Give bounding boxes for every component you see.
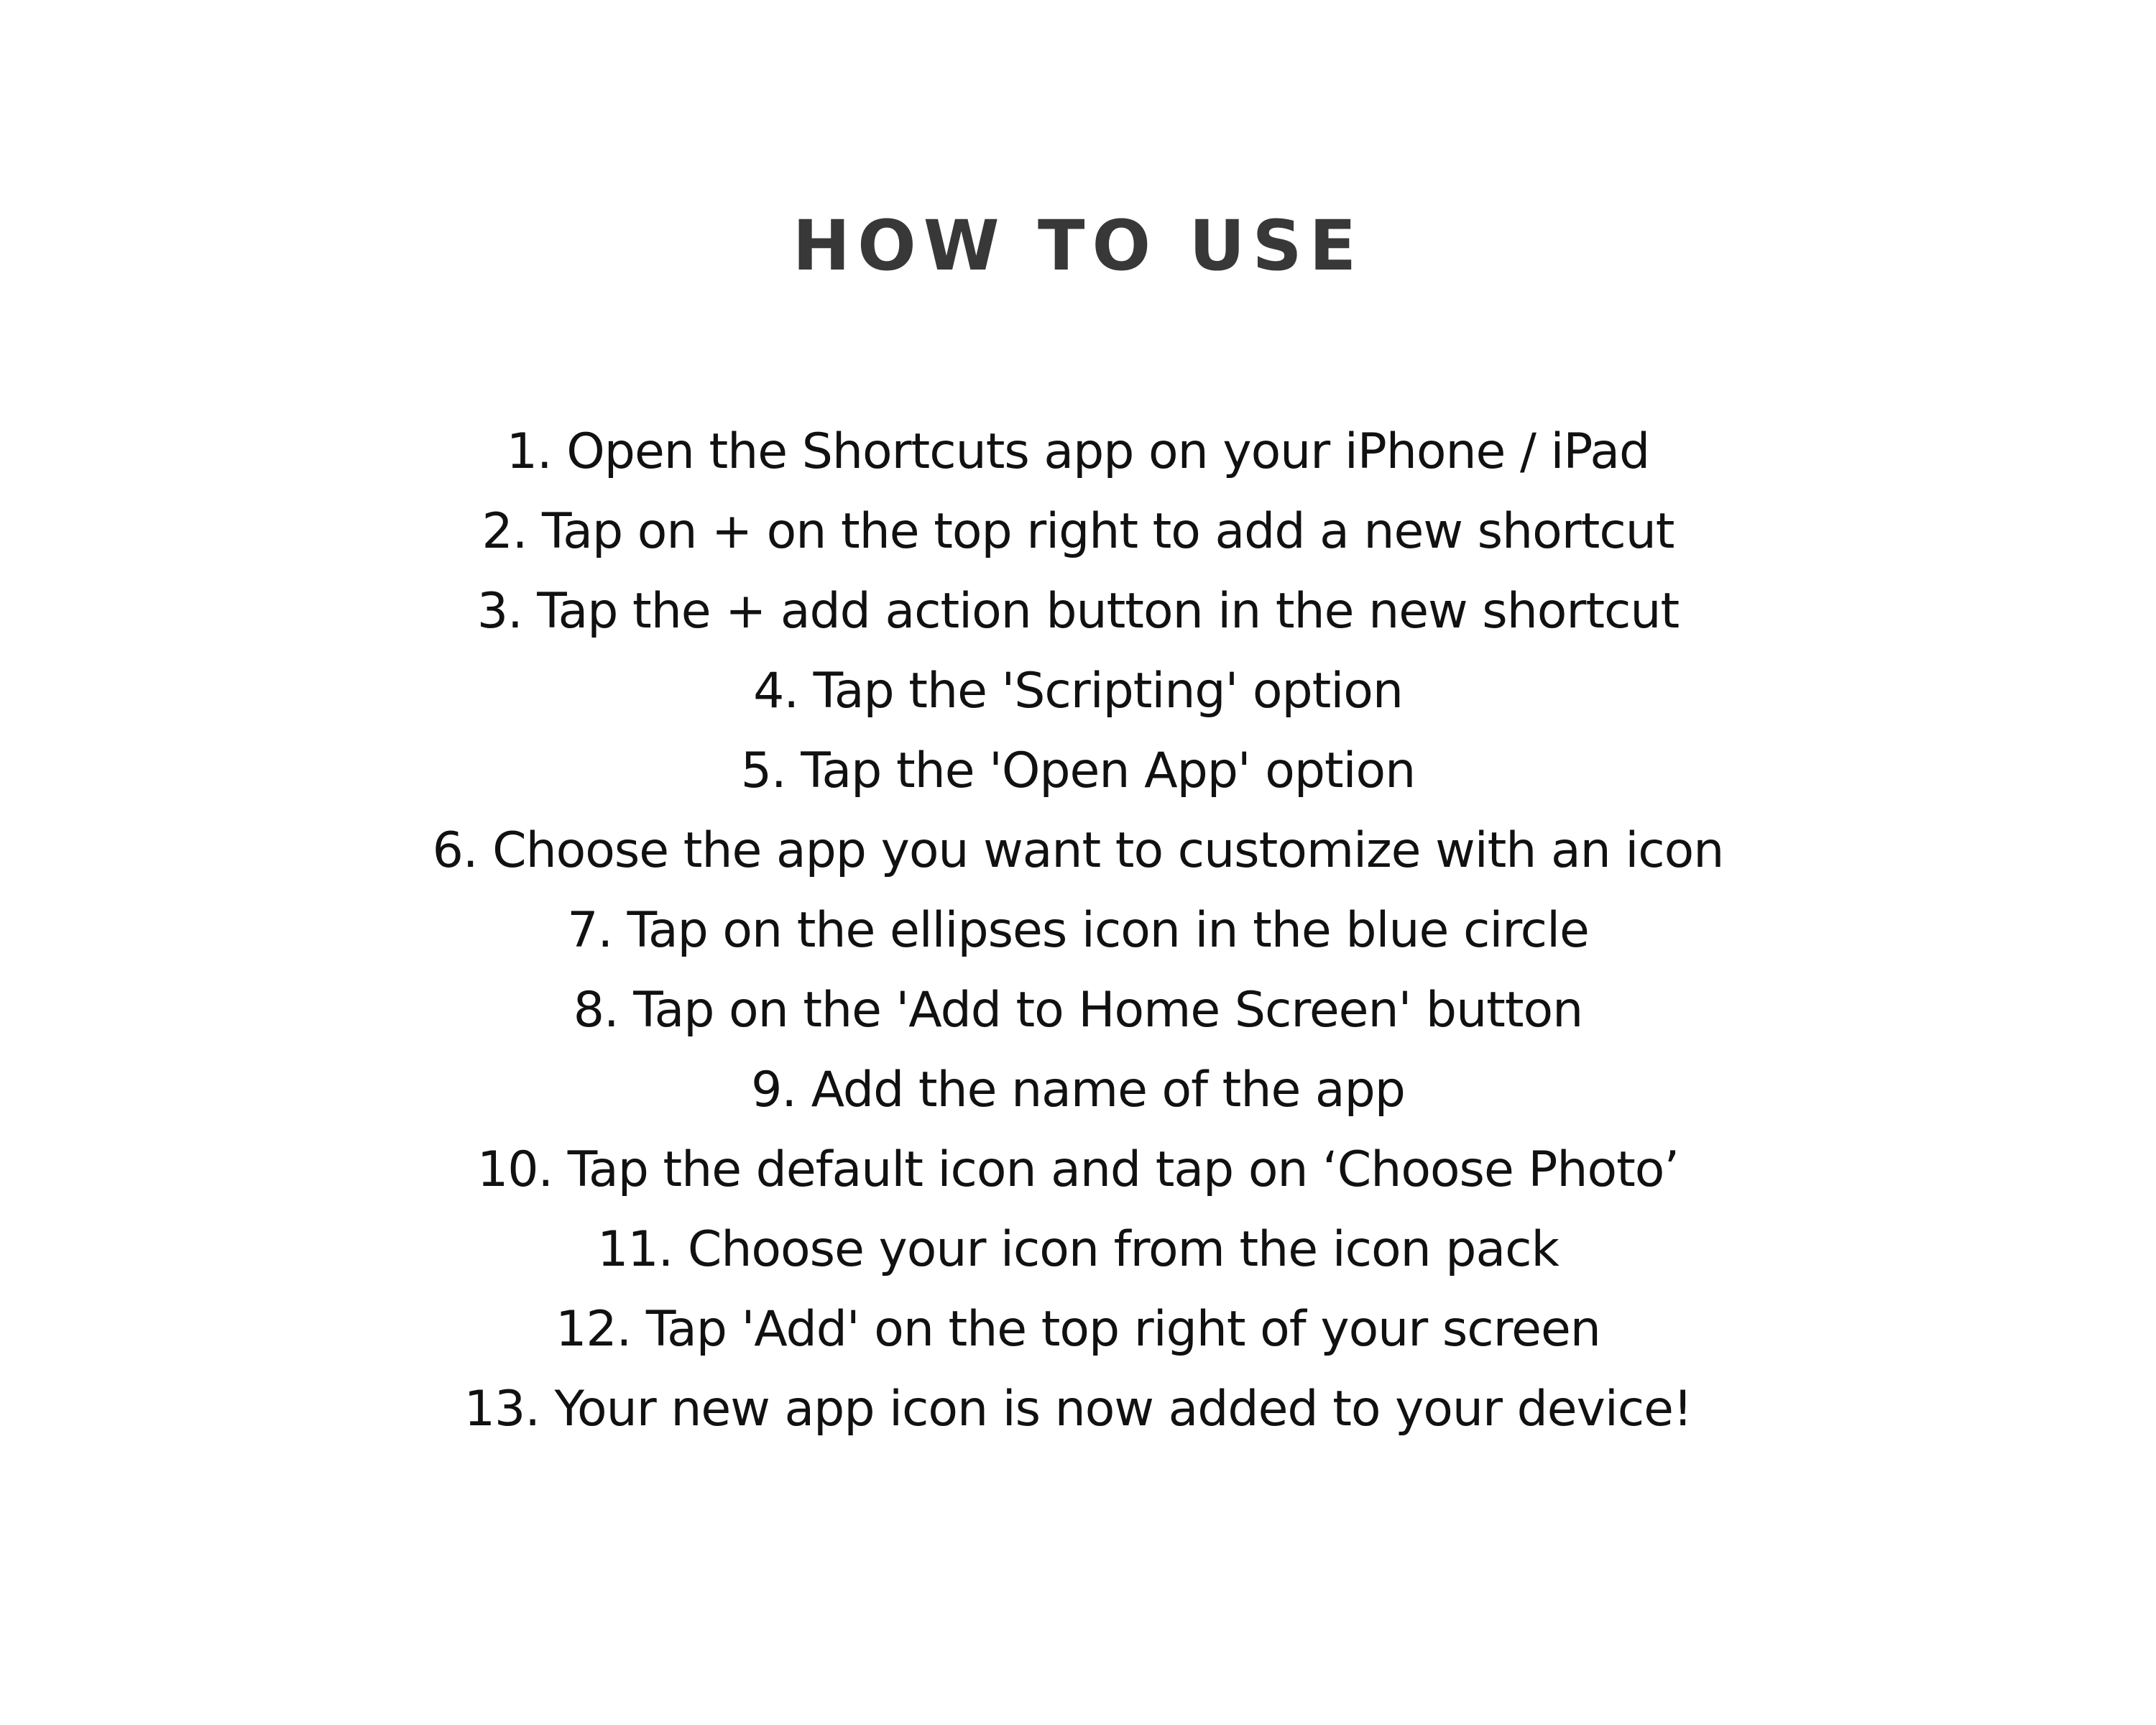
step-item: 7. Tap on the ellipses icon in the blue circle — [567, 902, 1589, 959]
step-item: 3. Tap the + add action button in the new shortcut — [476, 583, 1680, 640]
step-item: 1. Open the Shortcuts app on your iPhone / iPad — [506, 423, 1650, 480]
step-item: 13. Your new app icon is now added to your device! — [464, 1381, 1692, 1438]
step-item: 9. Add the name of the app — [751, 1062, 1405, 1118]
page-title: HOW TO USE — [792, 206, 1364, 286]
step-item: 5. Tap the 'Open App' option — [740, 742, 1416, 799]
step-item: 12. Tap 'Add' on the top right of your screen — [556, 1301, 1600, 1358]
step-item: 10. Tap the default icon and tap on ‘Choose Photo’ — [476, 1141, 1679, 1198]
step-item: 8. Tap on the 'Add to Home Screen' button — [573, 982, 1583, 1039]
step-item: 2. Tap on + on the top right to add a new shortcut — [482, 503, 1674, 560]
step-item: 6. Choose the app you want to customize with an icon — [432, 822, 1724, 879]
steps-list — [0, 412, 2156, 1449]
step-item: 4. Tap the 'Scripting' option — [753, 663, 1403, 719]
step-item: 11. Choose your icon from the icon pack — [597, 1221, 1559, 1278]
